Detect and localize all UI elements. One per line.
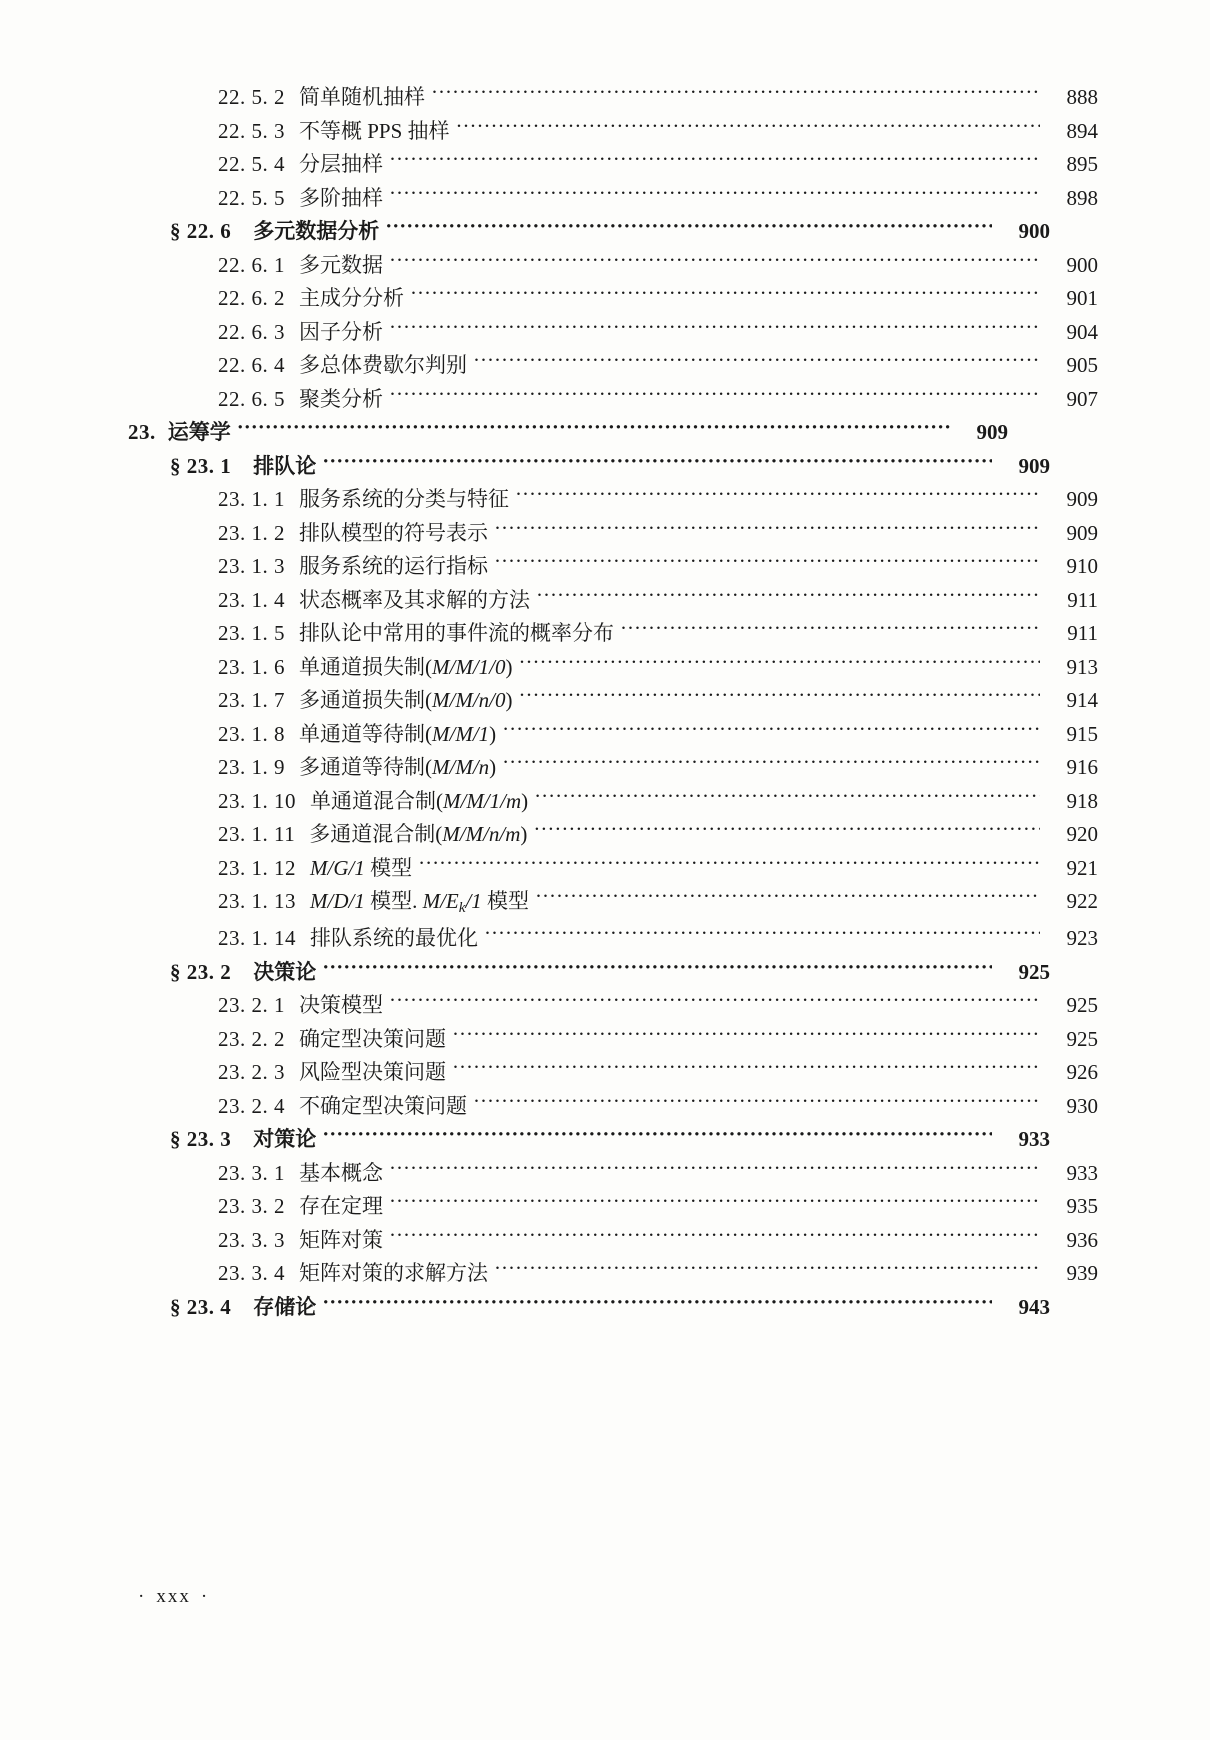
toc-entry-number: 23. 2. 2: [218, 1026, 285, 1051]
toc-leader-dots: [494, 1262, 1040, 1280]
toc-entry-title: 单通道混合制(M/M/1/m): [310, 788, 529, 813]
toc-entry-page: 904: [1066, 319, 1098, 344]
toc-entry-number: 23. 1. 1: [218, 487, 285, 511]
toc-leader-dots: [389, 187, 1040, 205]
page-number: xxx: [156, 1586, 191, 1607]
toc-entry-page: 909: [1018, 453, 1050, 478]
toc-entry-page: 915: [1066, 721, 1098, 746]
toc-entry-page: 900: [1066, 252, 1098, 277]
table-of-contents: [128, 85, 1098, 1329]
toc-leader-dots: [452, 1061, 1040, 1079]
toc-entry-number: 23. 1. 12: [218, 855, 296, 880]
toc-entry[interactable]: [128, 455, 1050, 477]
toc-entry[interactable]: [128, 927, 1098, 949]
toc-entry-page: 901: [1066, 286, 1098, 310]
toc-leader-dots: [519, 689, 1041, 707]
toc-entry-title: 因子分析: [299, 319, 383, 344]
toc-entry-page: 918: [1066, 788, 1098, 813]
toc-leader-dots: [494, 555, 1040, 573]
toc-leader-dots: [322, 1128, 992, 1146]
toc-leader-dots: [536, 589, 1040, 607]
toc-entry-title: 服务系统的分类与特征: [299, 487, 509, 511]
toc-entry-page: 888: [1066, 85, 1098, 109]
toc-leader-dots: [389, 1229, 1040, 1247]
toc-entry[interactable]: [128, 857, 1098, 879]
toc-entry-number: 23. 1. 9: [218, 755, 285, 779]
toc-entry-number: § 23. 2: [170, 959, 232, 984]
toc-entry[interactable]: [128, 287, 1098, 309]
toc-entry-title: 排队系统的最优化: [310, 926, 478, 951]
toc-entry-title: 排队模型的符号表示: [299, 520, 488, 545]
toc-entry-number: 23. 1. 6: [218, 654, 285, 679]
toc-entry-title: 矩阵对策: [299, 1227, 383, 1252]
footer-left-dot: ·: [138, 1586, 147, 1607]
toc-entry[interactable]: [128, 689, 1098, 711]
toc-leader-dots: [389, 1195, 1040, 1213]
toc-entry-number: 23. 1. 11: [218, 822, 296, 846]
toc-entry-title: 多元数据: [299, 252, 383, 277]
toc-entry-page: 936: [1066, 1227, 1098, 1252]
toc-entry-title: M/G/1 模型: [310, 855, 413, 880]
toc-entry-title: 多元数据分析: [253, 219, 380, 243]
toc-entry[interactable]: [128, 1195, 1098, 1217]
toc-entry[interactable]: [128, 1229, 1098, 1251]
toc-entry[interactable]: [128, 589, 1098, 611]
toc-entry-number: 22. 6. 2: [218, 286, 285, 310]
toc-entry-number: 22. 5. 3: [218, 118, 285, 143]
toc-entry-number: 23. 1. 8: [218, 721, 285, 746]
toc-entry-number: 22. 6. 3: [218, 319, 285, 344]
toc-entry[interactable]: [128, 388, 1098, 410]
toc-entry[interactable]: [128, 555, 1098, 577]
toc-entry-title: 多阶抽样: [299, 185, 383, 210]
toc-leader-dots: [389, 388, 1040, 406]
toc-entry-title: 服务系统的运行指标: [299, 554, 488, 578]
toc-entry-number: § 22. 6: [170, 219, 232, 243]
toc-entry-page: 894: [1066, 118, 1098, 143]
toc-entry-title: 状态概率及其求解的方法: [299, 587, 530, 612]
toc-leader-dots: [534, 790, 1040, 808]
toc-entry-title: 多通道混合制(M/M/n/m): [309, 822, 528, 846]
toc-entry-number: 22. 6. 1: [218, 252, 285, 277]
toc-entry[interactable]: [128, 86, 1098, 108]
toc-entry-title: 多总体费歇尔判别: [299, 353, 467, 377]
toc-leader-dots: [389, 1162, 1040, 1180]
toc-leader-dots: [533, 823, 1040, 841]
toc-entry[interactable]: [128, 1296, 1050, 1318]
toc-entry-number: 23. 1. 14: [218, 926, 296, 951]
toc-entry-number: 22. 6. 4: [218, 353, 285, 377]
toc-entry-page: 943: [1018, 1294, 1050, 1319]
toc-entry[interactable]: [128, 1095, 1098, 1117]
toc-entry-title: 存储论: [253, 1294, 317, 1319]
toc-entry-page: 939: [1066, 1261, 1098, 1286]
toc-entry[interactable]: [128, 120, 1098, 142]
toc-entry-page: 925: [1066, 1026, 1098, 1051]
toc-entry-number: 23. 1. 13: [218, 889, 296, 913]
toc-entry[interactable]: [128, 522, 1098, 544]
toc-leader-dots: [473, 354, 1040, 372]
toc-leader-dots: [322, 455, 992, 473]
toc-entry-number: 22. 5. 2: [218, 85, 285, 109]
toc-entry-number: 23. 1. 5: [218, 621, 285, 645]
toc-entry-title: 不确定型决策问题: [299, 1093, 467, 1118]
toc-entry-page: 925: [1066, 993, 1098, 1018]
toc-entry-title: M/D/1 模型. $M/E_k/1$ 模型: [310, 889, 530, 916]
toc-entry-page: 914: [1066, 688, 1098, 712]
toc-entry-title: 单通道等待制(M/M/1): [299, 721, 497, 746]
toc-entry-page: 909: [1066, 487, 1098, 511]
toc-leader-dots: [473, 1095, 1040, 1113]
toc-leader-dots: [502, 723, 1040, 741]
toc-entry[interactable]: [128, 622, 1098, 644]
toc-entry[interactable]: [128, 790, 1098, 812]
toc-entry-page: 898: [1066, 185, 1098, 210]
toc-entry-page: 911: [1067, 587, 1098, 612]
toc-entry-number: 22. 5. 5: [218, 185, 285, 210]
toc-entry[interactable]: [128, 1061, 1098, 1083]
toc-entry-number: 23.: [128, 420, 156, 444]
toc-leader-dots: [385, 220, 992, 238]
toc-entry-number: § 23. 3: [170, 1127, 232, 1152]
toc-entry-title: 多通道损失制(M/M/n/0): [299, 688, 513, 712]
toc-entry-number: 23. 3. 3: [218, 1227, 285, 1252]
toc-entry[interactable]: [128, 354, 1098, 376]
toc-entry-page: 913: [1066, 654, 1098, 679]
toc-entry-number: 23. 1. 4: [218, 587, 285, 612]
toc-entry-title: 不等概 PPS 抽样: [299, 118, 450, 143]
toc-entry-number: 22. 5. 4: [218, 152, 285, 176]
toc-entry[interactable]: [128, 890, 1098, 916]
toc-entry-page: 910: [1066, 554, 1098, 578]
toc-entry-title: 单通道损失制(M/M/1/0): [299, 654, 513, 679]
toc-entry-number: 23. 2. 1: [218, 993, 285, 1018]
toc-leader-dots: [535, 890, 1040, 908]
toc-entry-title: 排队论: [253, 453, 317, 478]
toc-entry[interactable]: [128, 254, 1098, 276]
toc-entry-title: 聚类分析: [299, 386, 383, 411]
toc-entry-page: 930: [1066, 1093, 1098, 1118]
toc-entry-title: 排队论中常用的事件流的概率分布: [299, 621, 614, 645]
toc-entry-page: 926: [1066, 1060, 1098, 1085]
toc-entry-number: 23. 1. 3: [218, 554, 285, 578]
toc-leader-dots: [322, 1296, 992, 1314]
toc-entry-number: 22. 6. 5: [218, 386, 285, 411]
toc-leader-dots: [389, 994, 1040, 1012]
toc-entry[interactable]: [128, 756, 1098, 778]
toc-entry-title: 确定型决策问题: [299, 1026, 446, 1051]
toc-entry-title: 运筹学: [167, 420, 231, 444]
toc-entry-page: 911: [1067, 621, 1098, 645]
toc-entry[interactable]: [128, 961, 1050, 983]
toc-entry-number: 23. 1. 2: [218, 520, 285, 545]
toc-entry-number: 23. 3. 4: [218, 1261, 285, 1286]
toc-entry-title: 矩阵对策的求解方法: [299, 1261, 488, 1286]
footer-right-dot: ·: [200, 1586, 210, 1607]
toc-entry[interactable]: [128, 723, 1098, 745]
toc-entry-page: 895: [1066, 152, 1098, 176]
toc-entry[interactable]: [128, 1128, 1050, 1150]
toc-entry-number: 23. 3. 2: [218, 1194, 285, 1219]
toc-entry[interactable]: [128, 1162, 1098, 1184]
toc-entry-page: 935: [1066, 1194, 1098, 1219]
page-footer: [128, 1586, 219, 1608]
toc-leader-dots: [389, 321, 1040, 339]
toc-entry-title: 决策模型: [299, 993, 383, 1018]
toc-entry-title: 存在定理: [299, 1194, 383, 1219]
toc-entry-number: 23. 2. 4: [218, 1093, 285, 1118]
toc-entry-page: 907: [1066, 386, 1098, 411]
toc-entry[interactable]: [128, 656, 1098, 678]
toc-entry-title: 简单随机抽样: [299, 85, 425, 109]
toc-entry-title: 分层抽样: [299, 152, 383, 176]
toc-leader-dots: [237, 421, 950, 439]
toc-entry-page: 905: [1066, 353, 1098, 377]
toc-leader-dots: [456, 120, 1040, 138]
toc-entry[interactable]: [128, 488, 1098, 510]
toc-leader-dots: [410, 287, 1040, 305]
toc-leader-dots: [494, 522, 1040, 540]
toc-entry-title: 决策论: [253, 959, 317, 984]
toc-leader-dots: [515, 488, 1040, 506]
toc-entry-number: § 23. 4: [170, 1294, 232, 1319]
toc-entry[interactable]: [128, 153, 1098, 175]
toc-entry[interactable]: [128, 1028, 1098, 1050]
toc-entry-number: 23. 1. 10: [218, 788, 296, 813]
toc-entry-number: 23. 3. 1: [218, 1160, 285, 1185]
toc-entry-title: 风险型决策问题: [299, 1060, 446, 1085]
toc-entry-page: 920: [1066, 822, 1098, 846]
toc-entry-page: 909: [976, 420, 1008, 444]
toc-leader-dots: [519, 656, 1041, 674]
toc-entry[interactable]: [128, 187, 1098, 209]
toc-entry-title: 对策论: [253, 1127, 317, 1152]
toc-entry-page: 921: [1066, 855, 1098, 880]
toc-entry[interactable]: [128, 421, 1008, 443]
toc-entry-number: 23. 1. 7: [218, 688, 285, 712]
toc-entry-title: 基本概念: [299, 1160, 383, 1185]
toc-entry[interactable]: [128, 321, 1098, 343]
toc-entry-page: 933: [1066, 1160, 1098, 1185]
toc-entry-number: § 23. 1: [170, 453, 232, 478]
toc-entry[interactable]: [128, 1262, 1098, 1284]
toc-entry[interactable]: [128, 823, 1098, 845]
toc-entry-page: 909: [1066, 520, 1098, 545]
toc-entry-page: 925: [1018, 959, 1050, 984]
toc-entry-title: 主成分分析: [299, 286, 404, 310]
toc-entry-page: 923: [1066, 926, 1098, 951]
toc-leader-dots: [502, 756, 1040, 774]
toc-entry-number: 23. 2. 3: [218, 1060, 285, 1085]
toc-entry-title: 多通道等待制(M/M/n): [299, 755, 497, 779]
toc-leader-dots: [431, 86, 1040, 104]
toc-entry-page: 900: [1018, 219, 1050, 243]
toc-entry[interactable]: [128, 220, 1050, 242]
toc-entry-page: 916: [1066, 755, 1098, 779]
toc-leader-dots: [322, 961, 992, 979]
toc-leader-dots: [620, 622, 1040, 640]
toc-leader-dots: [484, 927, 1040, 945]
toc-leader-dots: [418, 857, 1040, 875]
toc-leader-dots: [452, 1028, 1040, 1046]
toc-entry[interactable]: [128, 994, 1098, 1016]
toc-leader-dots: [389, 254, 1040, 272]
toc-entry-page: 933: [1018, 1127, 1050, 1152]
toc-leader-dots: [389, 153, 1040, 171]
toc-entry-page: 922: [1066, 889, 1098, 913]
